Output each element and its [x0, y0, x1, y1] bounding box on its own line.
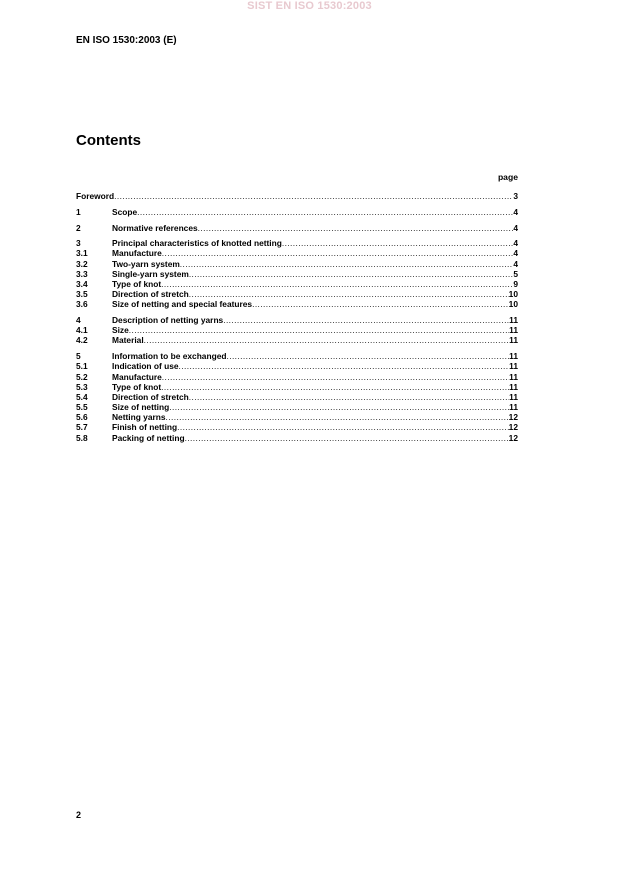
toc-entry-number: 5.6: [76, 412, 88, 423]
toc-entry[interactable]: [76, 351, 518, 361]
toc-entry-number: 3: [76, 238, 81, 249]
document-id: EN ISO 1530:2003 (E): [76, 35, 177, 46]
toc-entry-page: 9: [513, 279, 518, 289]
toc-entry-page: 11: [509, 335, 518, 346]
toc-entry-number: 5.3: [76, 381, 88, 392]
toc-leader-dots: [114, 191, 513, 201]
toc-entry-number: 5.8: [76, 432, 88, 443]
toc-entry-number: 5.7: [76, 422, 88, 433]
toc-entry-title: Type of knot: [112, 279, 162, 289]
toc-entry-number: 5.1: [76, 361, 88, 372]
toc-leader-dots: [198, 223, 514, 233]
toc-entry[interactable]: [76, 315, 518, 325]
toc-entry-title: Manufacture: [112, 371, 162, 382]
toc-entry-title: Information to be exchanged: [112, 351, 227, 362]
toc-leader-dots: [282, 238, 513, 248]
toc-leader-dots: [189, 269, 514, 279]
toc-entry[interactable]: [76, 222, 518, 232]
toc-entry-number: 5: [76, 351, 81, 362]
toc-entry-page: 11: [509, 391, 518, 402]
toc-entry[interactable]: [76, 299, 518, 309]
toc-entry-number: 3.4: [76, 279, 88, 289]
toc-entry-number: 3.3: [76, 268, 88, 279]
toc-entry-title: Direction of stretch: [112, 289, 189, 300]
toc-entry[interactable]: [76, 335, 518, 345]
toc-entry[interactable]: [76, 207, 518, 217]
toc-entry[interactable]: [76, 238, 518, 248]
toc-entry-page: 12: [508, 432, 518, 443]
page-column-label: page: [497, 172, 518, 182]
toc-leader-dots: [137, 207, 513, 217]
toc-entry[interactable]: [76, 269, 518, 279]
toc-entry-foreword[interactable]: [76, 191, 518, 201]
toc-entry-number: 3.1: [76, 248, 88, 259]
toc-entry-page: 11: [509, 315, 518, 326]
toc-entry-title: Normative references: [112, 222, 198, 233]
toc-entry-page: 10: [508, 289, 518, 300]
toc-entry-page: 10: [508, 299, 518, 310]
toc-entry[interactable]: [76, 382, 518, 392]
toc-leader-dots: [185, 433, 509, 443]
toc-entry-title: Size: [112, 325, 129, 336]
toc-entry[interactable]: [76, 361, 518, 371]
toc-entry-page: 11: [509, 402, 518, 413]
toc-leader-dots: [144, 335, 509, 345]
toc-entry-page: 11: [509, 361, 518, 372]
toc-entry[interactable]: [76, 412, 518, 422]
toc-entry-page: 4: [513, 238, 518, 249]
toc-leader-dots: [166, 412, 509, 422]
toc-entry-title: Direction of stretch: [112, 391, 189, 402]
toc-leader-dots: [226, 351, 509, 361]
watermark: SIST EN ISO 1530:2003: [247, 0, 372, 12]
toc-leader-dots: [129, 325, 509, 335]
toc-entry[interactable]: [76, 325, 518, 335]
toc-entry[interactable]: [76, 248, 518, 258]
toc-leader-dots: [179, 361, 510, 371]
toc-entry-title: Type of knot: [112, 381, 162, 392]
toc-entry-number: 2: [76, 222, 81, 233]
toc-entry-page: 11: [509, 381, 518, 392]
page-number: 2: [76, 810, 82, 820]
toc-entry[interactable]: [76, 371, 518, 381]
toc-entry[interactable]: [76, 279, 518, 289]
toc-leader-dots: [162, 248, 514, 258]
toc-leader-dots: [180, 259, 514, 269]
toc-entry-number: 3.2: [76, 258, 88, 269]
toc-entry-number: 5.5: [76, 402, 88, 413]
toc-entry-page: 5: [513, 268, 518, 279]
toc-entry-number: 4.1: [76, 325, 88, 336]
toc-entry-title: Description of netting yarns: [112, 315, 224, 326]
toc-entry-title: Material: [112, 335, 144, 346]
toc-entry-title: Single-yarn system: [112, 268, 189, 279]
toc-entry-title: Manufacture: [112, 248, 162, 259]
toc-entry-number: 3.5: [76, 289, 88, 300]
toc-leader-dots: [161, 382, 509, 392]
toc-entry[interactable]: [76, 289, 518, 299]
toc-entry-page: 11: [509, 371, 518, 382]
contents-title: Contents: [76, 132, 141, 149]
toc-leader-dots: [161, 279, 513, 289]
toc-entry-page: 11: [509, 351, 518, 362]
toc-entry-title: Foreword: [76, 191, 115, 202]
toc-entry-title: Packing of netting: [112, 432, 185, 443]
toc-entry-title: Size of netting and special features: [112, 299, 253, 310]
toc-leader-dots: [162, 372, 509, 382]
toc-entry-number: 1: [76, 206, 81, 217]
toc-entry-page: 3: [513, 191, 518, 202]
toc-entry-page: 11: [509, 325, 518, 336]
toc-entry-number: 5.2: [76, 371, 88, 382]
table-of-contents: [76, 172, 518, 443]
toc-entry-page: 4: [513, 248, 518, 259]
toc-entry-page: 4: [513, 206, 518, 217]
toc-leader-dots: [189, 392, 509, 402]
toc-leader-dots: [223, 315, 509, 325]
toc-entry-title: Netting yarns: [112, 412, 166, 423]
toc-entry[interactable]: [76, 432, 518, 442]
toc-entry-title: Principal characteristics of knotted netting: [112, 238, 282, 249]
toc-entry[interactable]: [76, 258, 518, 268]
toc-leader-dots: [189, 289, 509, 299]
toc-entry-title: Indication of use: [112, 361, 179, 372]
toc-entry-title: Scope: [112, 206, 138, 217]
toc-entry-title: Two-yarn system: [112, 258, 180, 269]
toc-entry-page: 4: [513, 222, 518, 233]
toc-entry-page: 12: [508, 422, 518, 433]
toc-entry-number: 4: [76, 315, 81, 326]
toc-entry[interactable]: [76, 392, 518, 402]
toc-leader-dots: [169, 402, 509, 412]
toc-leader-dots: [252, 299, 509, 309]
toc-entry-title: Size of netting: [112, 402, 170, 413]
toc-entry-page: 4: [513, 258, 518, 269]
toc-entry[interactable]: [76, 422, 518, 432]
toc-entry-number: 5.4: [76, 391, 88, 402]
toc-entry-title: Finish of netting: [112, 422, 178, 433]
toc-entry-number: 3.6: [76, 299, 88, 310]
toc-entry[interactable]: [76, 402, 518, 412]
toc-leader-dots: [177, 422, 509, 432]
toc-entry-number: 4.2: [76, 335, 88, 346]
toc-entry-page: 12: [508, 412, 518, 423]
